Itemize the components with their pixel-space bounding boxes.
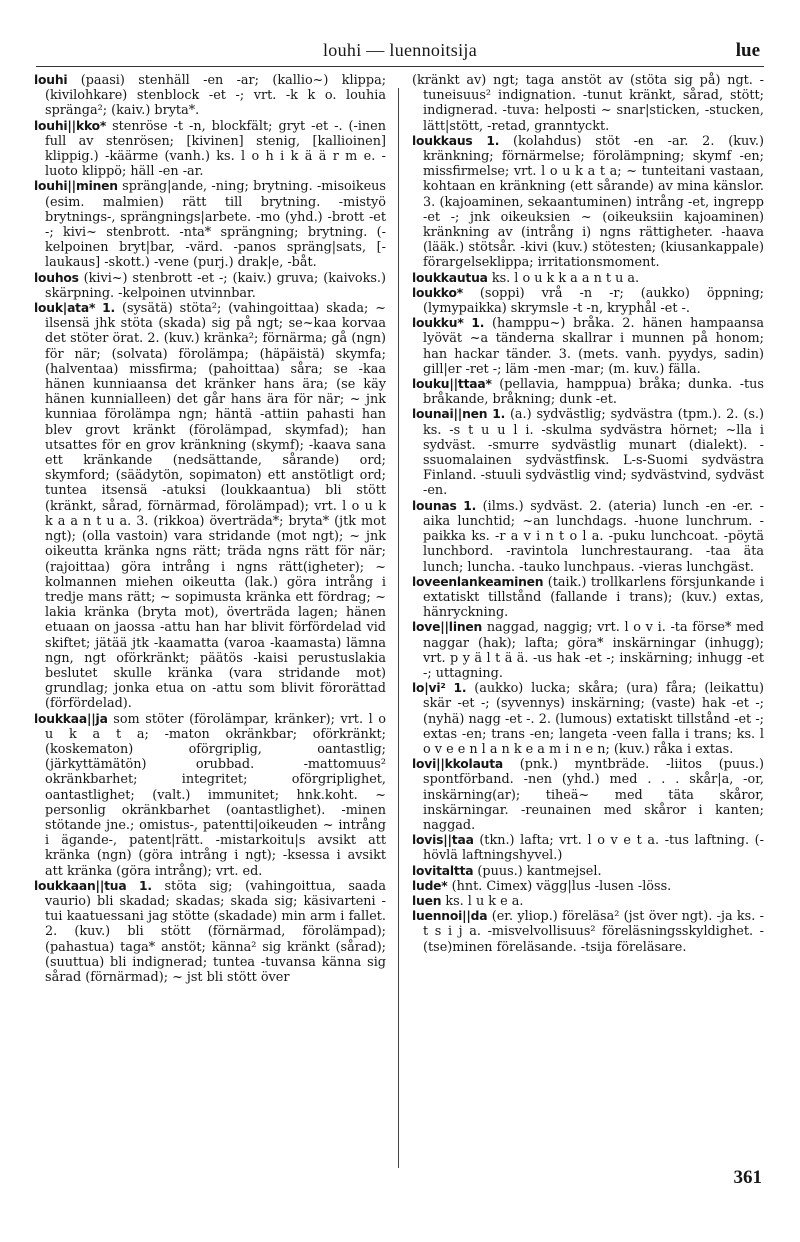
entry-definition: (kivi~) stenbrott -et -; (kaiv.) gruva; (kaivoks.) skärpning. -kelpoinen utvinnbar. — [45, 270, 386, 301]
dictionary-entry — [412, 377, 764, 407]
entry-headword: lude* — [412, 878, 448, 893]
entry-definition: (taik.) trollkarlens försjunkande i extatiskt tillstånd (fallande i trans); (kuv.) extas, hänryckning. — [423, 574, 764, 621]
right-column — [412, 73, 764, 955]
dictionary-entry — [412, 909, 764, 955]
entry-headword: lovis||taa — [412, 833, 474, 848]
entry-headword: lounai||nen 1. — [412, 407, 506, 422]
dictionary-entry — [412, 757, 764, 833]
dictionary-entry — [34, 179, 386, 270]
entry-headword: louhi||kko* — [34, 118, 107, 133]
entry-headword: louk|ata* 1. — [34, 301, 115, 316]
entry-definition: spräng|ande, -ning; brytning. -misoikeus (esim. malmien) rätt till brytning. -mistyö brytnings-, sprängnings|arbete. -mo (yhd.) -brott -et -; kivi~ stenbrott. -nta* sprängning; brytning. (-kelpoinen bryt|bar, -värd. -panos spräng|sats, [-laukaus] -skott.) -vene (purj.) drak|e, -båt. — [45, 179, 386, 271]
entry-headword: loukkaus 1. — [412, 133, 500, 148]
running-head: louhi — luennoitsija — [323, 40, 477, 60]
dictionary-entry — [412, 864, 764, 879]
entry-definition: (soppi) vrå -n -r; (aukko) öppning; (lymypaikka) skrymsle -t -n, kryphål -et -. — [423, 285, 764, 317]
dictionary-entry — [34, 73, 386, 119]
entry-definition: (aukko) lucka; skåra; (ura) fåra; (leikattu) skär -et -; (syvennys) inskärning; (vaste) hak -et -; (nyhä) nagg -et -. 2. (lumous) extatiskt tillstånd -et -; extas -en; trans -en; langeta -veen falla i trans; ks. l o v e e n l a n k e a m i n e n; (kuv.) råka i extas. — [423, 681, 765, 757]
entry-headword: loukko* — [412, 285, 463, 300]
left-column — [34, 73, 386, 985]
entry-definition: (paasi) stenhäll -en -ar; (kallio~) klippa; (kivilohkare) stenblock -et -; vrt. -k k o. louhia spränga²; (kaiv.) bryta*. — [45, 73, 387, 119]
entry-definition: (puus.) kantmejsel. — [477, 863, 602, 879]
entry-headword: loukkautua — [412, 270, 488, 285]
entry-definition: stöta sig; (vahingoittua, saada vaurio) bli skadad; skadas; skada sig; käsivarteni -tui kaatuessani jag stötte (skadade) min arm i fallet. 2. (kuv.) bli stött (förnärmad, förolämpad); (pahastua) taga* anstöt; känna² sig kränkt (sårad); (suuttua) bli indignerad; tuntea -tuvansa känna sig sårad (förnärmad); ~ jst bli stött över — [45, 878, 386, 985]
entry-definition: ks. l o u k k a a n t u a. — [491, 270, 640, 286]
entry-headword: lovitaltta — [412, 863, 474, 878]
entry-definition: (sysätä) stöta²; (vahingoittaa) skada; ~ ilsensä jhk stöta (skada) sig på ngt; se~kaa korvaa det stöter örat. 2. (kuv.) kränka²; förnärma; gå (ngn) för när; (solvata) förolämpa; (häpäistä) skymfa; (halventaa) missfirma; (pahoittaa) såra; se -kaa hänen kunniaansa det kränker hans ära; (se käy hänen kunnialleen) det går hans ära för när; ~ jnk kunniaa förolämpa ngn; häntä -attiin pahasti han blev grovt kränkt (förolämpad, skymfad); han utsattes för en grov kränkning (skymf); -kaava sana ett kränkande (nedsättande, sårande) ord; skymford; (säädytön, sopimaton) ett anstötligt ord; tuntea itsensä -atuksi (loukkaantua) bli stött (kränkt, sårad, förnärmad, förolämpad); vrt. l o u k k a a n t u a. 3. (rikkoa) överträda*; bryta* (jtk mot ngt); (olla vastoin) vara stridande (mot ngt); ~ jnk oikeutta kränka ngns rätt; träda ngns rätt för när; (rajoittaa) göra intrång i ngns rätt(igheter); ~ kolmannen miehen oikeutta (lak.) göra intrång i tredje mans rätt; ~ sopimusta kränka ett fördrag; ~ lakia kränka (bryta mot), överträda lagen; hänen etuaan on jaossa -attu han har blivit förfördelad vid skiftet; jätää jtk -kaamatta (varoa -kaamasta) lämna ngn, ngt oförkränkt; päätös -kaisi perustuslakia beslutet skulle kränka (vara stridande mot) grundlag; jonka etua on -attu som blivit förorättad (förfördelad). — [45, 301, 386, 712]
dictionary-entry — [412, 271, 764, 286]
entry-definition: (pnk.) myntbräde. -liitos (puus.) spontförband. -nen (yhd.) med . . . skår|a, -or, inskärning(ar); tiheä~ med täta skåror, inskärningar. -reunainen med skåror i kanten; naggad. — [423, 757, 764, 833]
dictionary-entry — [412, 316, 764, 377]
dictionary-entry — [34, 879, 386, 985]
entry-definition: (kränkt av) ngt; taga anstöt av (stöta sig på) ngt. -tuneisuus² indignation. -tunut kränkt, sårad, stött; indignerad. -tuva: helposti ~ snar|sticken, -stucken, lätt|stött, -retad, granntyckt. — [412, 73, 764, 134]
entry-definition: (ilms.) sydväst. 2. (ateria) lunch -en -er. -aika lunchtid; ~an lunchdags. -huone lunchrum. -paikka ks. -r a v i n t o l a. -puku lunchcoat. -pöytä lunchbord. -ravintola lunchrestaurang. -taa äta lunch; luncha. -tauko lunchpaus. -vieras lunchgäst. — [423, 498, 765, 575]
entry-headword: luen — [412, 893, 442, 908]
entry-headword: lo|vi² 1. — [412, 681, 467, 696]
entry-definition: naggad, naggig; vrt. l o v i. -ta förse* med naggar (hak); lafta; göra* inskärningar (inhugg); vrt. p y ä l t ä ä. -us hak -et -; inskärning; inhugg -et -; uttagning. — [423, 620, 764, 681]
entry-definition: (tkn.) lafta; vrt. l o v e t a. -tus laftning. (-hövlä laftningshyvel.) — [423, 833, 764, 864]
dictionary-entry — [412, 620, 764, 681]
entry-definition: (pellavia, hamppua) bråka; dunka. -tus bråkande, bråkning; dunk -et. — [423, 377, 764, 408]
entry-definition: (er. yliop.) föreläsa² (jst över ngt). -ja ks. -t s i j a. -misvelvollisuus² föreläsningsskyldighet. -(tse)minen föreläsande. -tsija föreläsare. — [423, 909, 764, 955]
dictionary-entry — [412, 833, 764, 863]
entry-headword: loukku* 1. — [412, 316, 485, 331]
dictionary-entry — [412, 879, 764, 894]
entry-headword: louhos — [34, 270, 79, 285]
dictionary-entry — [412, 499, 764, 575]
entry-headword: loukkaa||ja — [34, 711, 108, 726]
dictionary-entry — [34, 119, 386, 180]
dictionary-entry — [412, 286, 764, 316]
entry-definition: som stöter (förolämpar, kränker); vrt. l o u k a t a; -maton okränkbar; oförkränkt; (koskematon) oförgriplig, oantastlig; (järkyttämätön) orubbad. -mattomuus² okränkbarhet; integritet; oförgriplighet, oantastlighet; (valt.) immunitet; hnk.koht. ~ personlig okränkbarhet (oantastlighet). -minen stötande jne.; omistus-, patentti|oikeuden ~ intrång i ägande-, patent|rätt. -mistarkoitu|s avsikt att kränka (ngn) (göra intrång i ngt); -ksessa i avsikt att kränka (göra intrång); vrt. ed. — [45, 711, 386, 879]
dictionary-entry — [412, 73, 764, 134]
guide-word: lue — [735, 40, 760, 61]
dictionary-entry — [34, 301, 386, 711]
header-rule — [36, 66, 764, 67]
dictionary-entry — [412, 575, 764, 621]
entry-definition: ks. l u k e a. — [445, 893, 524, 909]
entry-headword: louhi — [34, 73, 68, 87]
entry-headword: love||linen — [412, 620, 483, 635]
dictionary-entry — [412, 407, 764, 498]
page-header — [36, 40, 764, 66]
entry-definition: (hnt. Cimex) vägg|lus -lusen -löss. — [451, 878, 672, 894]
entry-definition: (a.) sydvästlig; sydvästra (tpm.). 2. (s.) ks. -s t u u l i. -skulma sydvästra hörnet; ~lla i sydväst. -smurre sydvästlig munart (dialekt). -ssuomalainen sydvästfinsk. L-s-Suomi sydvästra Finland. -stuuli sydvästlig vind; sydvästvind, sydväst -en. — [423, 407, 764, 499]
entry-definition: (hamppu~) bråka. 2. hänen hampaansa lyövät ~a tänderna skallrar i munnen på honom; han hackar tänder. 3. (mets. vanh. pyydys, sadin) gill|er -ret -; läm -men -mar; (m. kuv.) fälla. — [423, 316, 765, 377]
entry-headword: loukkaan||tua 1. — [34, 878, 152, 893]
entry-headword: luennoi||da — [412, 909, 488, 924]
entry-headword: loveenlankeaminen — [412, 574, 544, 589]
entry-headword: louku||ttaa* — [412, 377, 492, 392]
entry-definition: stenröse -t -n, blockfält; gryt -et -. (-inen full av stenrösen; [kivinen] stenig, [kallioinen] klippig.) -käärme (vanh.) ks. l o h i k ä ä r m e. -luoto klippö; häll -en -ar. — [45, 118, 386, 180]
dictionary-entry — [412, 134, 764, 271]
dictionary-entry — [412, 894, 764, 909]
entry-headword: lovi||kkolauta — [412, 757, 503, 772]
entry-headword: louhi||minen — [34, 179, 118, 194]
dictionary-entry — [34, 712, 386, 879]
dictionary-entry — [34, 271, 386, 301]
page-number: 361 — [733, 1167, 762, 1188]
column-divider — [398, 88, 399, 1168]
dictionary-entry — [412, 681, 764, 757]
entry-headword: lounas 1. — [412, 498, 477, 513]
entry-definition: (kolahdus) stöt -en -ar. 2. (kuv.) kränkning; förnärmelse; förolämpning; skymf -en; missfirmelse; vrt. l o u k a t a; ~ tunteitani vastaan, kohtaan en kränkning (ett sårande) av mina känslor. 3. (kajoaminen, sekaantuminen) intrång -et, ingrepp -et -; jnk oikeuksien ~ (oikeuksiin kajoaminen) kränkning av (intrång i) ngns rättigheter. -haava (lääk.) stötsår. -kivi (kuv.) stötesten; (kiusankappale) förargelseklippa; irritationsmoment. — [423, 133, 764, 271]
